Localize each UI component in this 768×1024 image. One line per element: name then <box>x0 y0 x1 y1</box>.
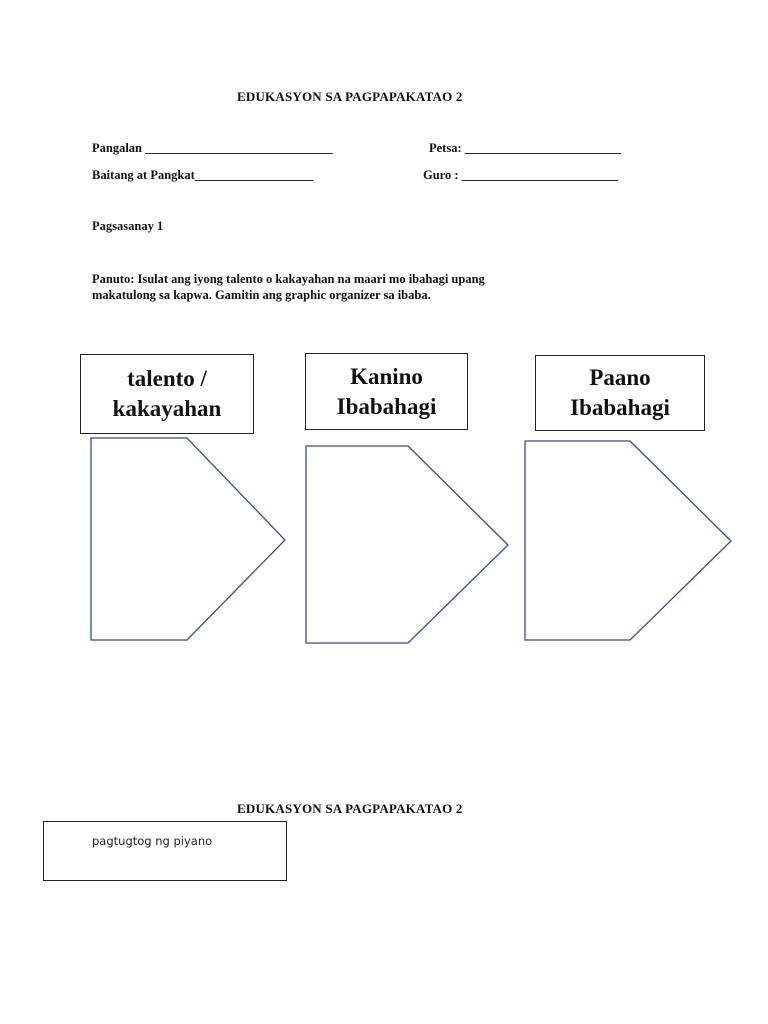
second-page-title: EDUKASYON SA PAGPAPAKATAO 2 <box>237 801 463 816</box>
teacher-label: Guro : <box>423 168 459 182</box>
exercise-label: Pagsasanay 1 <box>92 219 164 233</box>
instructions-line-2: makatulong sa kapwa. Gamitin ang graphic organizer sa ibaba. <box>92 288 431 302</box>
header-kanino-line-2: Ibabahagi <box>336 393 437 419</box>
header-talent-line-1: talento / <box>127 366 207 391</box>
grade-section-line: ___________________ <box>194 168 314 182</box>
header-kanino-line-1: Kanino <box>350 363 423 389</box>
page-title: EDUKASYON SA PAGPAPAKATAO 2 <box>237 89 463 104</box>
header-paano-line-1: Paano <box>589 365 651 390</box>
instructions-line-1: Panuto: Isulat ang iyong talento o kakayahan na maari mo ibahagi upang <box>92 272 485 286</box>
date-line: _________________________ <box>464 141 621 155</box>
header-paano-line-2: Ibabahagi <box>570 395 670 420</box>
date-label: Petsa: <box>429 141 462 155</box>
grade-section-label: Baitang at Pangkat <box>92 168 195 182</box>
arrow-shape-paano[interactable] <box>525 441 731 640</box>
teacher-line: _________________________ <box>461 168 618 182</box>
answer-box[interactable] <box>43 821 287 881</box>
header-talent-line-2: kakayahan <box>112 396 222 421</box>
name-label: Pangalan <box>92 141 143 155</box>
arrow-shape-kanino[interactable] <box>306 446 508 643</box>
arrow-shape-talent[interactable] <box>91 438 285 640</box>
name-line: ______________________________ <box>145 141 333 155</box>
answer-text: pagtugtog ng piyano <box>92 834 213 848</box>
